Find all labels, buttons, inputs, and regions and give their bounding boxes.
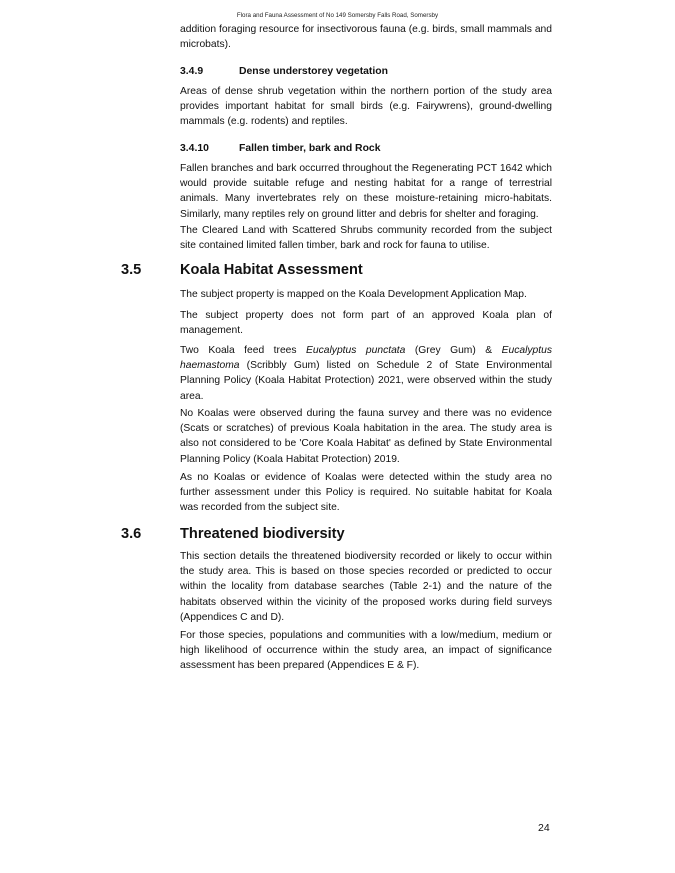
- section-title: Fallen timber, bark and Rock: [239, 143, 381, 154]
- section-3-5-paragraph-3: [180, 343, 552, 404]
- running-header: Flora and Fauna Assessment of No 149 Somersby Falls Road, Somersby: [236, 12, 439, 19]
- intro-fragment: addition foraging resource for insectivorous fauna (e.g. birds, small mammals and microbats).: [180, 24, 552, 51]
- section-number: 3.4.9: [180, 66, 204, 77]
- section-number: 3.5: [121, 262, 142, 278]
- section-3-5-heading: [121, 262, 363, 278]
- text-run: (Grey Gum) &: [405, 345, 502, 356]
- section-3-4-9-paragraph: Areas of dense shrub vegetation within the northern portion of the study area provides important habitat for small birds (e.g. Fairywrens), ground-dwelling mammals (e.g. rodents) and reptiles.: [180, 86, 552, 128]
- section-3-6-heading: [121, 526, 345, 542]
- section-3-6-paragraph-1: This section details the threatened biodiversity recorded or likely to occur within the study area. This is based on those species recorded or predicted to occur within the locality from database searches (Table 2-1) and the nature of the habitats observed within the vicinity of the proposed works during field surveys (Appendices C and D).: [180, 551, 552, 623]
- section-3-4-9-heading: [180, 66, 388, 77]
- section-title: Threatened biodiversity: [180, 526, 345, 542]
- section-3-5-paragraph-4: No Koalas were observed during the fauna survey and there was no evidence (Scats or scratches) of previous Koala habitation in the area. The study area is also not considered to be 'Core Koala Habitat' as defined by State Environmental Planning Policy (Koala Habitat Protection) 2019.: [180, 408, 552, 465]
- section-3-4-10-paragraph-2: The Cleared Land with Scattered Shrubs community recorded from the subject site contained limited fallen timber, bark and rock for fauna to utilise.: [180, 225, 552, 252]
- section-3-5-paragraph-5: As no Koalas or evidence of Koalas were detected within the study area no further assessment under this Policy is required. No suitable habitat for Koala was recorded from the subject site.: [180, 472, 552, 514]
- section-number: 3.4.10: [180, 143, 209, 154]
- section-3-5-paragraph-2: The subject property does not form part of an approved Koala plan of management.: [180, 310, 552, 337]
- section-number: 3.6: [121, 526, 142, 542]
- section-title: Dense understorey vegetation: [239, 66, 388, 77]
- section-3-4-10-paragraph-1: Fallen branches and bark occurred throughout the Regenerating PCT 1642 which would provide suitable refuge and nesting habitat for a range of terrestrial animals. Many invertebrates rely on these moisture-retaining micro-habitats. Similarly, many reptiles rely on ground litter and debris for shelter and foraging.: [180, 163, 552, 220]
- section-3-4-10-heading: [180, 143, 380, 154]
- section-3-6-paragraph-2: For those species, populations and communities with a low/medium, medium or high likelihood of occurrence within the study area, an impact of significance assessment has been prepared (Appendices E & F).: [180, 630, 552, 672]
- section-title: Koala Habitat Assessment: [180, 262, 363, 278]
- species-name: Eucalyptus haemastoma: [180, 345, 552, 372]
- text-run: Two Koala feed trees: [180, 345, 307, 356]
- species-name: Eucalyptus punctata: [306, 345, 406, 356]
- section-3-5-paragraph-1: The subject property is mapped on the Koala Development Application Map.: [180, 289, 527, 300]
- page-number: 24: [538, 822, 550, 834]
- text-run: (Scribbly Gum) listed on Schedule 2 of State Environmental Planning Policy (Koala Habitat Protection) 2021, were observed within the study area.: [180, 360, 552, 402]
